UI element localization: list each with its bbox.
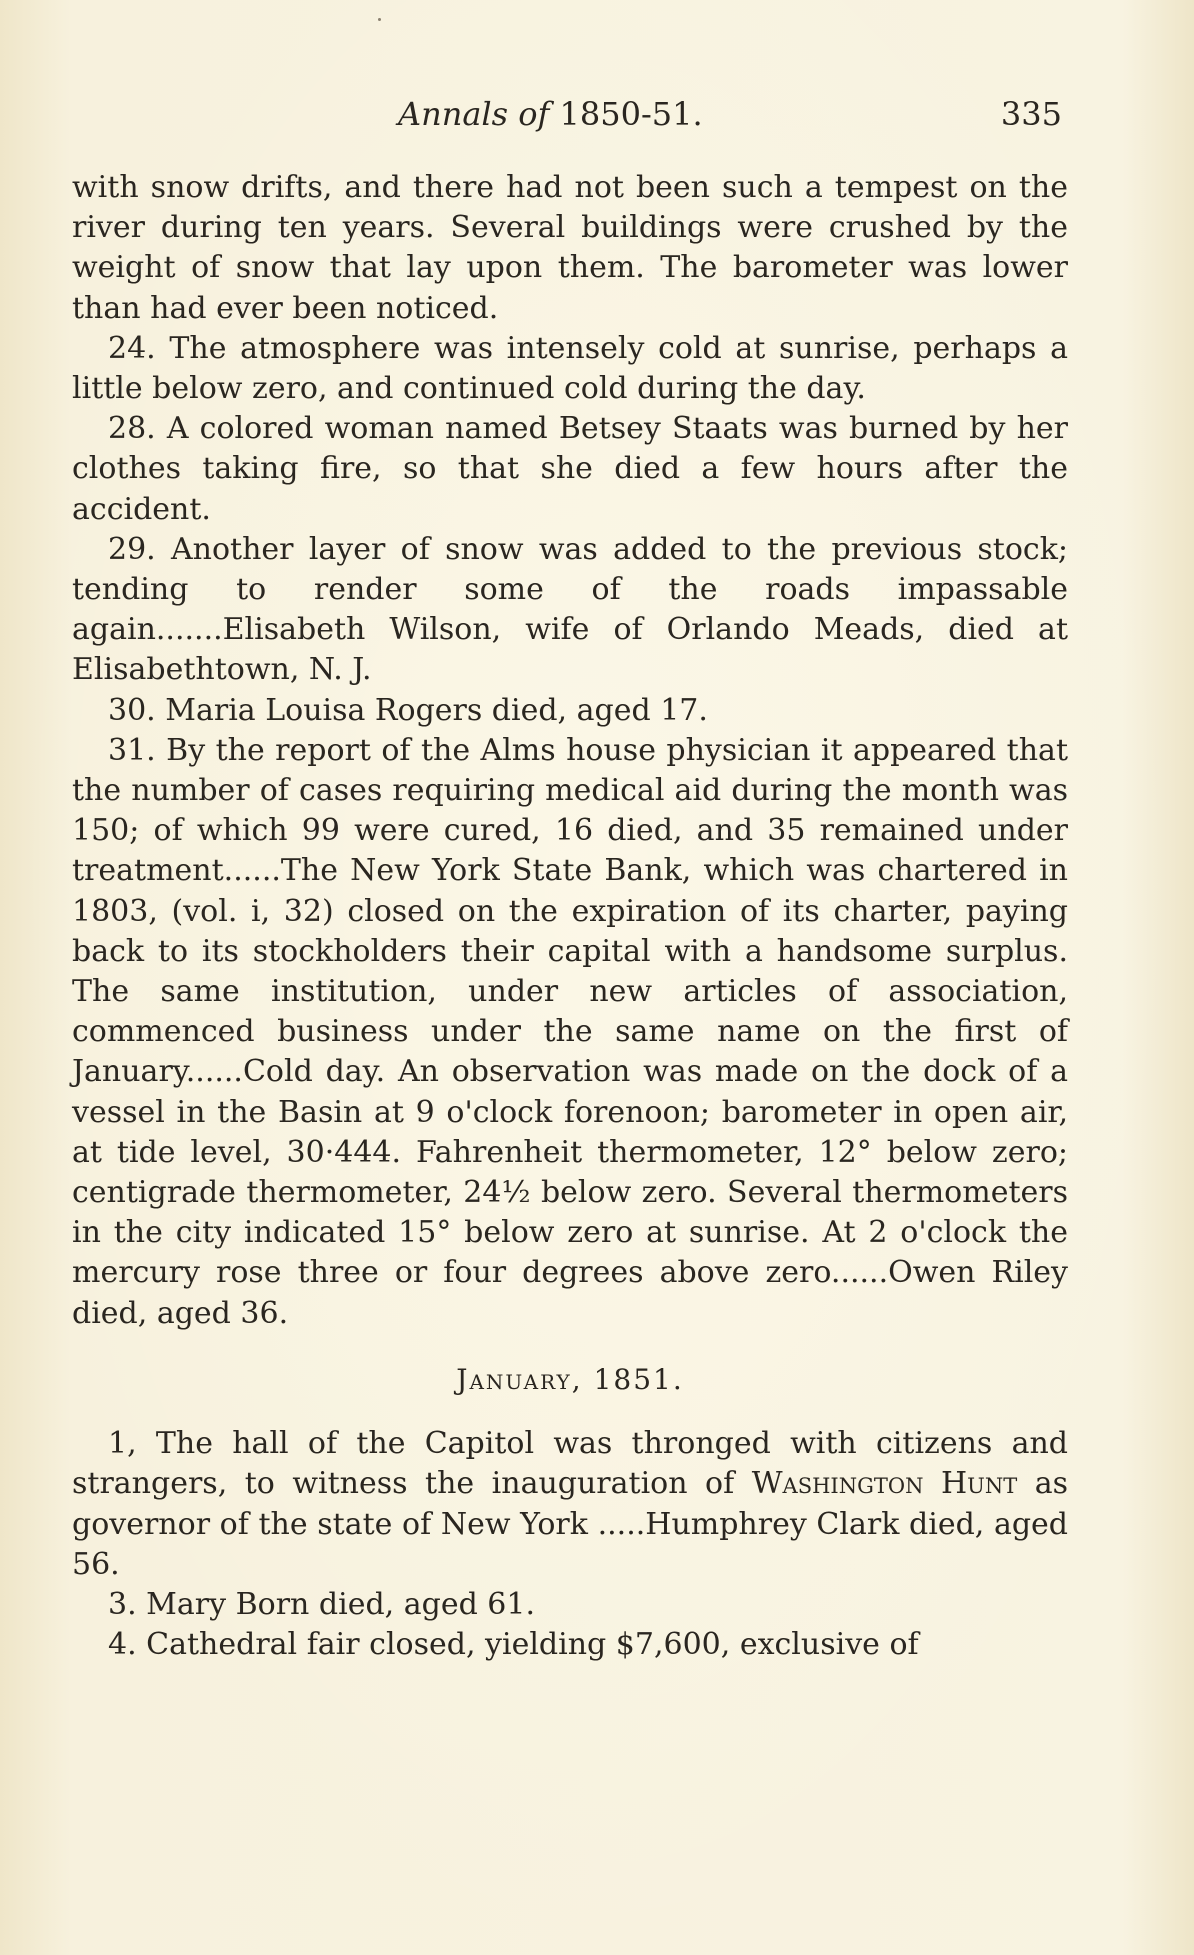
paragraph: with snow drifts, and there had not been such a tempest on the river during ten years. Several buildings were crushed by the weight of snow that lay upon them. The barometer was lower than had ever been noticed. (72, 170, 1068, 326)
paragraph: 31. By the report of the Alms house physician it appeared that the number of cases requiring medical aid during the month was 150; of which 99 were cured, 16 died, and 35 remained under treatment......The New York State Bank, which was chartered in 1803, (vol. i, 32) closed on the expiration of its charter, paying back to its stockholders their capital with a handsome surplus. The same institution, under new articles of association, commenced business under the same name on the first of January......Cold day. An observation was made on the dock of a vessel in the Basin at 9 o'clock forenoon; barometer in open air, at tide level, 30·444. Fahrenheit thermometer, 12° below zero; centigrade thermometer, 24½ below zero. Several thermometers in the city indicated 15° below zero at sunrise. At 2 o'clock the mercury rose three or four degrees above zero......Owen Riley died, aged 36. (72, 732, 1068, 1331)
body-text (72, 168, 1068, 1665)
paragraph: 29. Another layer of snow was added to the previous stock; tending to render some of the roads impassable again.......Elisabeth Wilson, wife of Orlando Meads, died at Elisabethtown, N. J. (72, 531, 1068, 688)
paper-speck (378, 18, 381, 21)
running-title (398, 92, 703, 136)
paragraph (72, 1424, 1068, 1585)
paragraph: 24. The atmosphere was intensely cold at sunrise, perhaps a little below zero, and continued cold during the day. (72, 330, 1068, 407)
page-number: 335 (1000, 95, 1062, 133)
person-name: Washington Hunt (751, 1466, 1018, 1502)
paragraph-text: as governor of the state of New York .....Humphrey Clark died, aged 56. (72, 1466, 1068, 1582)
paragraph: 30. Maria Louisa Rogers died, aged 17. (108, 692, 708, 728)
paragraph: 4. Cathedral fair closed, yielding $7,600, exclusive of (108, 1627, 919, 1663)
running-title-italic: Annals of (398, 95, 550, 133)
running-title-year: 1850-51. (559, 95, 703, 133)
paragraph: 28. A colored woman named Betsey Staats was burned by her clothes taking fire, so that she died a few hours after the accident. (72, 411, 1068, 527)
running-head (0, 92, 1194, 136)
month-heading: January, 1851. (456, 1362, 684, 1396)
paragraph: 3. Mary Born died, aged 61. (108, 1586, 536, 1622)
paragraph-text: 1, The hall of the Capitol was thronged with citizens and strangers, to witness the inauguration of (72, 1426, 1068, 1502)
